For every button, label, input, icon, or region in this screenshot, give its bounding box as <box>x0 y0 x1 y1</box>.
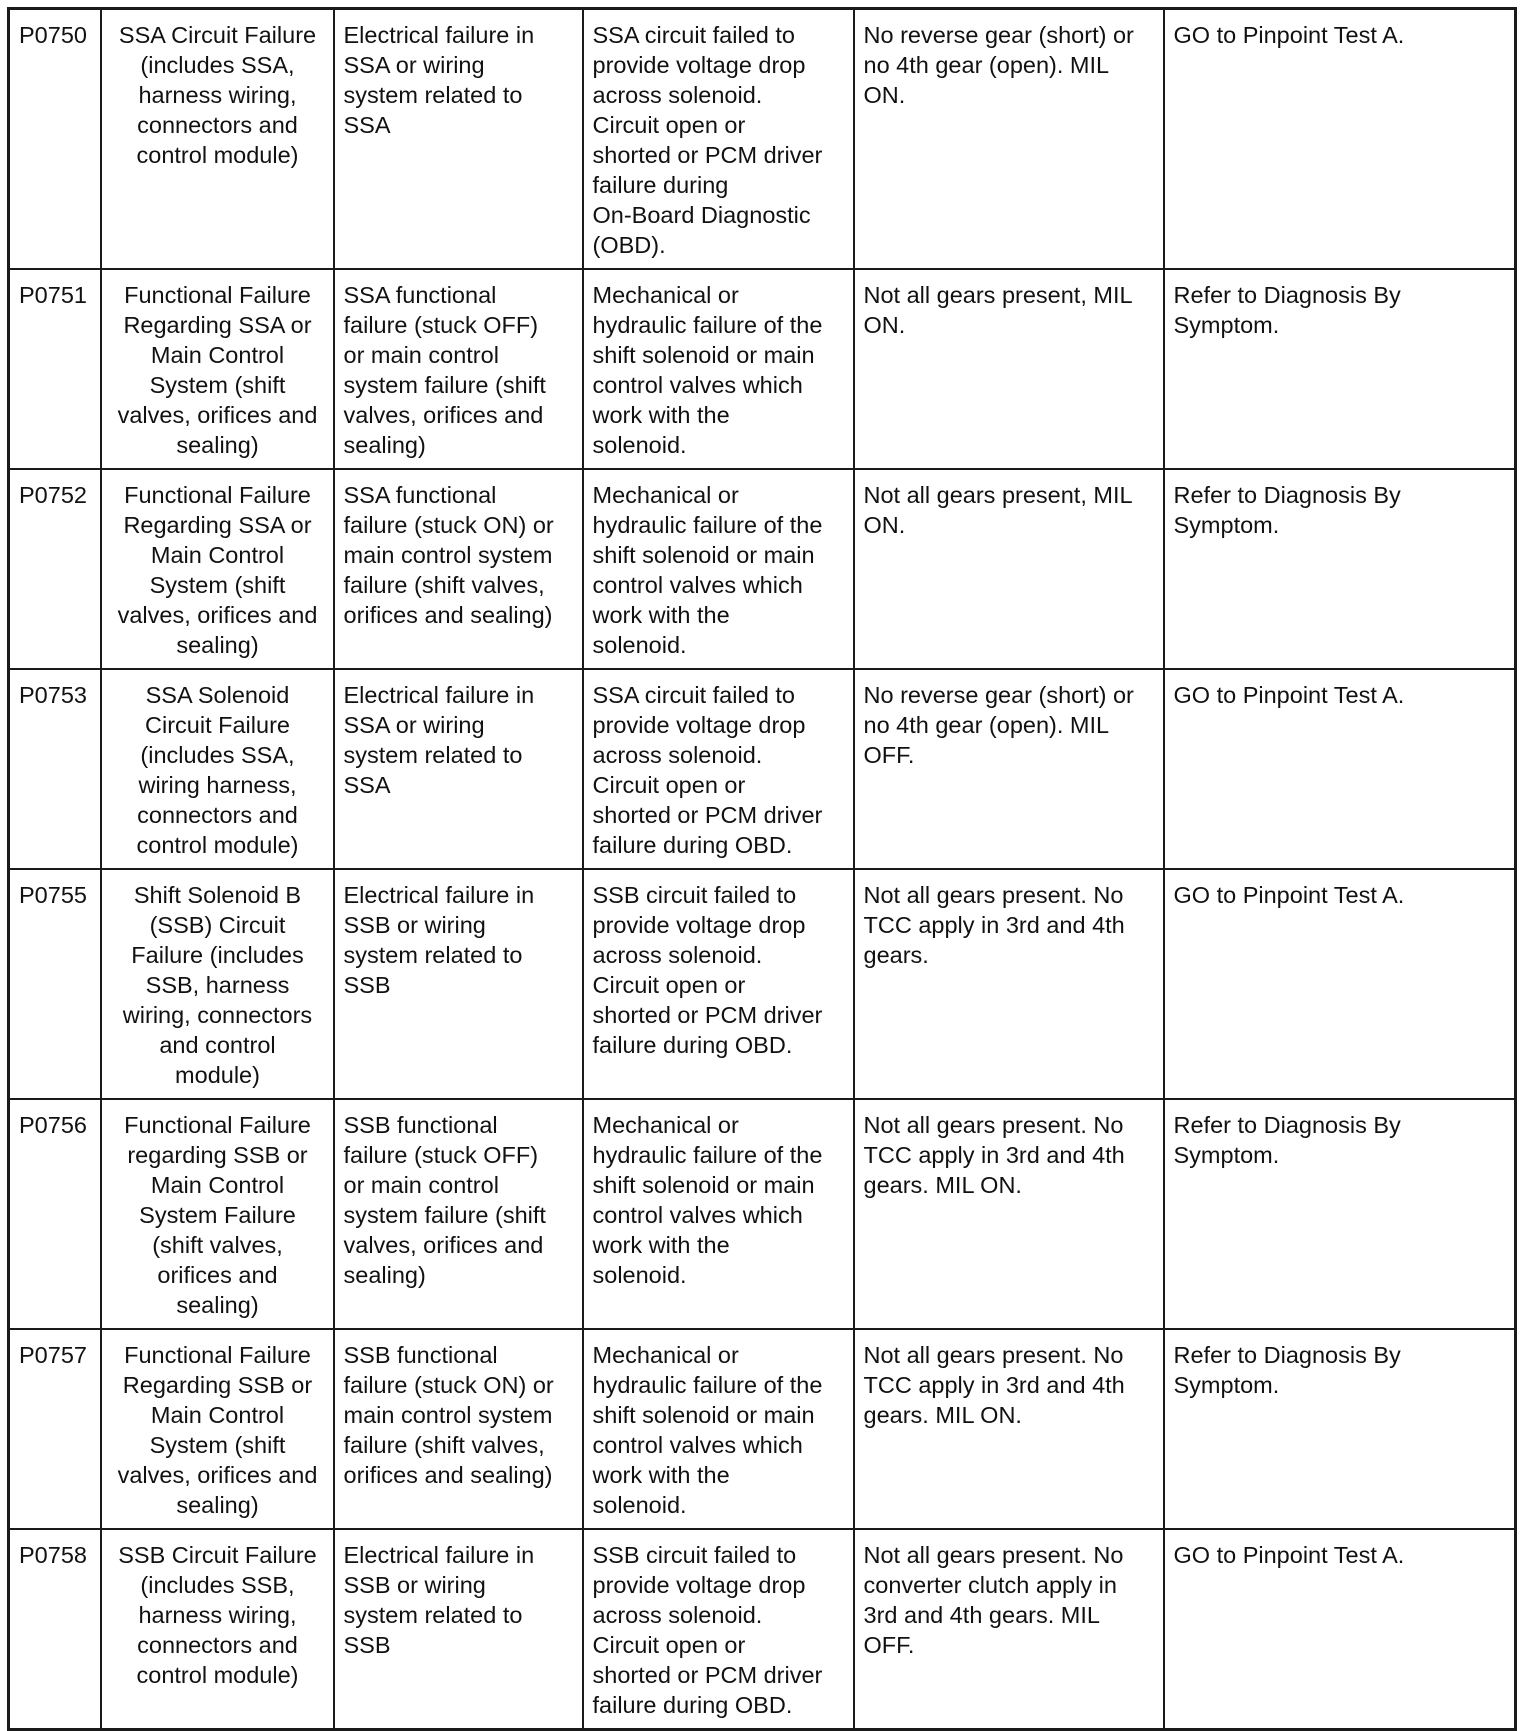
table-row <box>9 9 1516 270</box>
condition-cell: SSB functional failure (stuck OFF) or main control system failure (shift valves, orifices and sealing) <box>334 1099 583 1329</box>
dtc-description-cell: Functional Failure regarding SSB or Main Control System Failure (shift valves, orifices and sealing) <box>101 1099 334 1329</box>
cause-cell: Mechanical or hydraulic failure of the shift solenoid or main control valves which work with the solenoid. <box>583 469 854 669</box>
table-row <box>9 1099 1516 1329</box>
dtc-code-cell: P0751 <box>9 269 101 469</box>
table-row <box>9 469 1516 669</box>
dtc-code-cell: P0757 <box>9 1329 101 1529</box>
dtc-description-cell: Shift Solenoid B (SSB) Circuit Failure (includes SSB, harness wiring, connectors and control module) <box>101 869 334 1099</box>
symptom-cell: No reverse gear (short) or no 4th gear (open). MIL ON. <box>854 9 1164 270</box>
table-row <box>9 1529 1516 1730</box>
cause-cell: SSB circuit failed to provide voltage drop across solenoid. Circuit open or shorted or PCM driver failure during OBD. <box>583 1529 854 1730</box>
symptom-cell: Not all gears present. No TCC apply in 3rd and 4th gears. MIL ON. <box>854 1329 1164 1529</box>
dtc-code-cell: P0750 <box>9 9 101 270</box>
action-cell: GO to Pinpoint Test A. <box>1164 9 1516 270</box>
cause-cell: Mechanical or hydraulic failure of the shift solenoid or main control valves which work with the solenoid. <box>583 1099 854 1329</box>
dtc-description-cell: SSA Solenoid Circuit Failure (includes SSA, wiring harness, connectors and control module) <box>101 669 334 869</box>
dtc-description-cell: SSA Circuit Failure (includes SSA, harness wiring, connectors and control module) <box>101 9 334 270</box>
dtc-description-cell: SSB Circuit Failure (includes SSB, harness wiring, connectors and control module) <box>101 1529 334 1730</box>
symptom-cell: Not all gears present. No TCC apply in 3rd and 4th gears. <box>854 869 1164 1099</box>
condition-cell: SSA functional failure (stuck OFF) or main control system failure (shift valves, orifices and sealing) <box>334 269 583 469</box>
condition-cell: Electrical failure in SSB or wiring system related to SSB <box>334 869 583 1099</box>
dtc-code-cell: P0752 <box>9 469 101 669</box>
dtc-description-cell: Functional Failure Regarding SSB or Main Control System (shift valves, orifices and sealing) <box>101 1329 334 1529</box>
dtc-code-cell: P0755 <box>9 869 101 1099</box>
condition-cell: Electrical failure in SSA or wiring system related to SSA <box>334 669 583 869</box>
symptom-cell: Not all gears present. No TCC apply in 3rd and 4th gears. MIL ON. <box>854 1099 1164 1329</box>
cause-cell: SSB circuit failed to provide voltage drop across solenoid. Circuit open or shorted or PCM driver failure during OBD. <box>583 869 854 1099</box>
condition-cell: SSB functional failure (stuck ON) or main control system failure (shift valves, orifices and sealing) <box>334 1329 583 1529</box>
symptom-cell: Not all gears present, MIL ON. <box>854 469 1164 669</box>
cause-cell: SSA circuit failed to provide voltage drop across solenoid. Circuit open or shorted or PCM driver failure during On-Board Diagnostic (OBD). <box>583 9 854 270</box>
symptom-cell: Not all gears present, MIL ON. <box>854 269 1164 469</box>
dtc-description-cell: Functional Failure Regarding SSA or Main Control System (shift valves, orifices and sealing) <box>101 469 334 669</box>
dtc-code-cell: P0758 <box>9 1529 101 1730</box>
action-cell: GO to Pinpoint Test A. <box>1164 669 1516 869</box>
dtc-code-cell: P0756 <box>9 1099 101 1329</box>
cause-cell: Mechanical or hydraulic failure of the shift solenoid or main control valves which work with the solenoid. <box>583 1329 854 1529</box>
symptom-cell: No reverse gear (short) or no 4th gear (open). MIL OFF. <box>854 669 1164 869</box>
dtc-table <box>7 7 1517 1731</box>
condition-cell: Electrical failure in SSB or wiring system related to SSB <box>334 1529 583 1730</box>
table-row <box>9 1329 1516 1529</box>
action-cell: Refer to Diagnosis By Symptom. <box>1164 269 1516 469</box>
table-row <box>9 269 1516 469</box>
action-cell: Refer to Diagnosis By Symptom. <box>1164 469 1516 669</box>
dtc-code-cell: P0753 <box>9 669 101 869</box>
table-row <box>9 869 1516 1099</box>
condition-cell: SSA functional failure (stuck ON) or main control system failure (shift valves, orifices and sealing) <box>334 469 583 669</box>
symptom-cell: Not all gears present. No converter clutch apply in 3rd and 4th gears. MIL OFF. <box>854 1529 1164 1730</box>
action-cell: Refer to Diagnosis By Symptom. <box>1164 1329 1516 1529</box>
cause-cell: Mechanical or hydraulic failure of the shift solenoid or main control valves which work with the solenoid. <box>583 269 854 469</box>
action-cell: GO to Pinpoint Test A. <box>1164 869 1516 1099</box>
action-cell: GO to Pinpoint Test A. <box>1164 1529 1516 1730</box>
condition-cell: Electrical failure in SSA or wiring system related to SSA <box>334 9 583 270</box>
table-row <box>9 669 1516 869</box>
dtc-description-cell: Functional Failure Regarding SSA or Main Control System (shift valves, orifices and sealing) <box>101 269 334 469</box>
action-cell: Refer to Diagnosis By Symptom. <box>1164 1099 1516 1329</box>
cause-cell: SSA circuit failed to provide voltage drop across solenoid. Circuit open or shorted or PCM driver failure during OBD. <box>583 669 854 869</box>
